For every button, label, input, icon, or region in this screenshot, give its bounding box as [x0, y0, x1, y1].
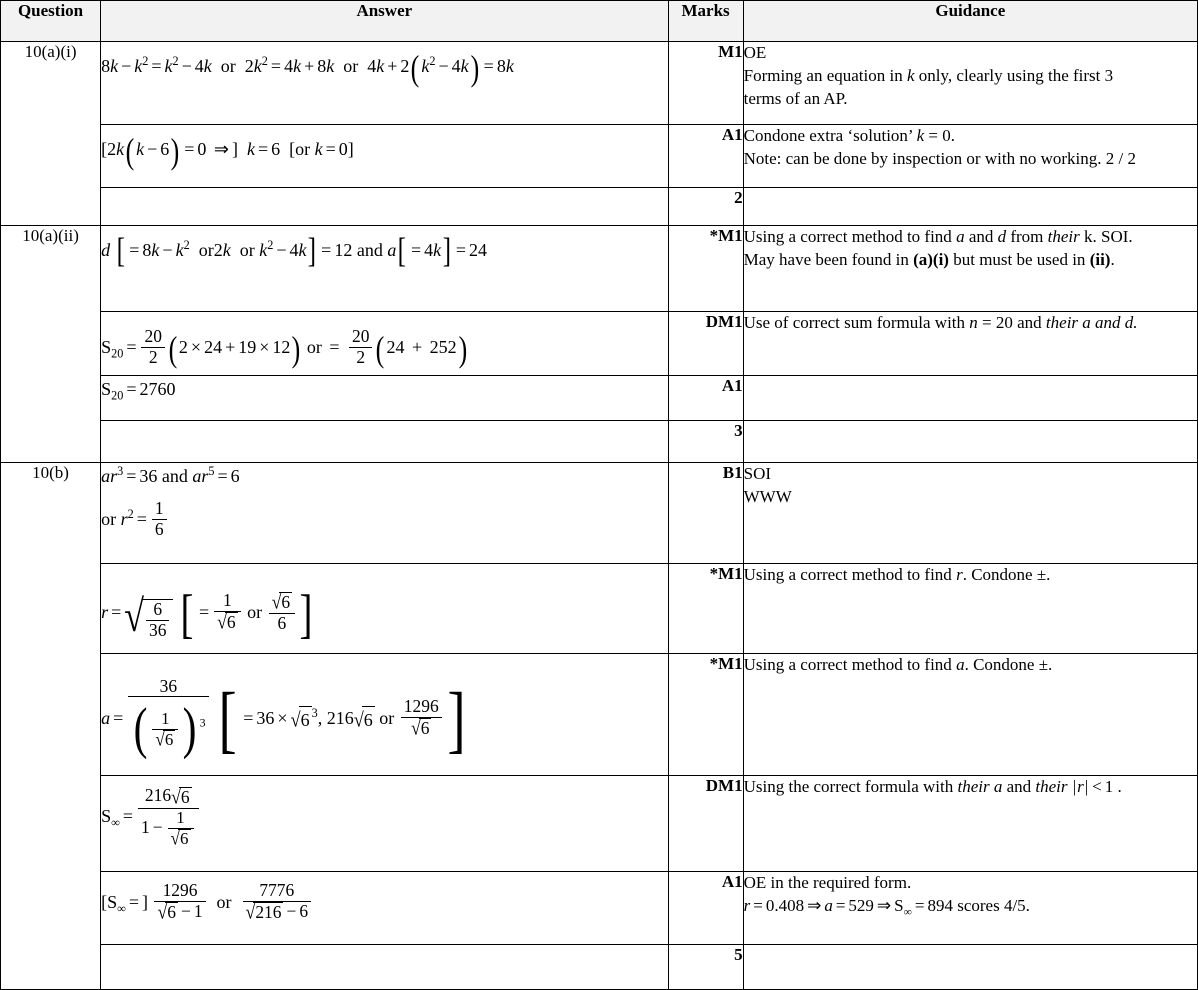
guidance-line: WWW: [743, 486, 792, 506]
marks-cell-subtotal-a-i: 2: [668, 188, 743, 226]
guidance-text: and: [1002, 777, 1036, 797]
table-row: [1, 312, 1198, 376]
question-label-a-ii: 10(a)(ii): [1, 226, 101, 463]
marks-cell-star-m1: *M1: [668, 226, 743, 312]
guidance-emph-their: their: [957, 777, 990, 797]
guidance-cell-b-a1: [743, 872, 1197, 945]
guidance-text: only, clearly using the first 3: [914, 65, 1114, 85]
guidance-line: [744, 654, 1197, 677]
table-header-row: [1, 1, 1198, 42]
math-expression: [$S_\infty$ = ] $\frac{1296}{√6 - 1}$ or $\frac{7776}{√216 - 6}$: [101, 892, 313, 912]
guidance-text: Using a correct method to find: [743, 227, 957, 246]
guidance-text: from: [1006, 227, 1048, 246]
table-row: [1, 564, 1198, 654]
answer-cell-b-a1: [101, 872, 668, 945]
guidance-cell-b-b1: [743, 463, 1197, 564]
column-header-marks: Marks: [668, 1, 743, 42]
guidance-var-r: r: [956, 565, 963, 585]
guidance-var-a: a: [956, 227, 965, 246]
guidance-cell-a-i-a1: [743, 125, 1197, 188]
abs-bar: |: [1072, 777, 1077, 797]
marks-cell-star-m1: *M1: [668, 654, 743, 776]
guidance-ref-a-i: (a)(i): [913, 249, 949, 269]
guidance-ref-ii: (ii): [1089, 249, 1111, 269]
marks-cell-a1: A1: [668, 376, 743, 421]
marks-cell-a1: A1: [668, 872, 743, 945]
math-expression: $8k - k^2 = k^2 - 4k$ or $2k^2 = 4k + 8k$ or $4k + 2(k^2 - 4k) = 8k$: [101, 48, 514, 88]
math-expression: r =√ $\frac{6}{36}$ [ = $\frac{1}{√6}$ or $\frac{√6}{6}$ ]: [101, 584, 313, 645]
guidance-line: [744, 125, 1197, 148]
guidance-text: . Condone ±.: [962, 565, 1051, 585]
marks-cell-star-m1: *M1: [668, 564, 743, 654]
answer-cell-b-dm1: [101, 776, 668, 872]
guidance-cell-a-ii-dm1: [743, 312, 1197, 376]
answer-cell-a-ii-dm1: [101, 312, 668, 376]
table-row: [1, 872, 1198, 945]
guidance-text: and: [964, 227, 998, 246]
math-expression: a = 36 ( $\frac{1}{√6}$ ) $^3$ [ = 36 × √6 $^3$, 216√6 or $\frac{1296}{√6}$ ]: [101, 675, 466, 762]
guidance-text: Forming an equation in: [743, 65, 907, 85]
guidance-var-r: r: [1077, 777, 1084, 797]
answer-cell-b-b1: [101, 463, 668, 564]
abs-bar: |: [1084, 777, 1089, 797]
guidance-var-a: a: [956, 655, 965, 675]
guidance-text: but must be used in: [948, 249, 1090, 269]
guidance-math: r = 0.408 ⇒ a = 529 ⇒ $S_\infty = 894$ scores 4/5.: [743, 895, 1030, 919]
guidance-line: SOI: [743, 464, 772, 484]
math-expression: or $r^2$ = $\frac{1}{6}$: [101, 501, 667, 541]
guidance-line: [744, 226, 1197, 249]
guidance-cell-a-ii-m1: [743, 226, 1197, 312]
guidance-cell-empty: [743, 945, 1197, 990]
answer-cell-b-m1-r: [101, 564, 668, 654]
guidance-emph-their: their: [1047, 227, 1080, 246]
guidance-text: . Condone ±.: [964, 655, 1053, 675]
math-expression: d [ = $8k - k^2$ or2k or $k^2 - 4k] = 12$ and a[ = 4k] = 24: [101, 231, 488, 270]
guidance-text: Using the correct formula with: [743, 777, 958, 797]
guidance-var-n: n: [969, 313, 978, 332]
guidance-text: <: [1092, 777, 1102, 797]
marks-cell-dm1: DM1: [668, 776, 743, 872]
guidance-text: k. SOI.: [1079, 227, 1133, 246]
answer-cell-a-ii-a1: [101, 376, 668, 421]
answer-cell-empty: [101, 945, 668, 990]
guidance-text: May have been found in: [743, 249, 914, 269]
guidance-cell-empty: [743, 376, 1197, 421]
marks-cell-dm1: DM1: [668, 312, 743, 376]
guidance-text: Using a correct method to find: [743, 655, 957, 675]
guidance-cell-empty: [743, 188, 1197, 226]
guidance-line: [744, 776, 1197, 799]
table-row: [1, 226, 1198, 312]
table-row: [1, 376, 1198, 421]
marks-cell-subtotal-a-ii: 3: [668, 421, 743, 463]
guidance-cell-b-m1-r: [743, 564, 1197, 654]
guidance-text: = 20 and: [977, 313, 1046, 332]
guidance-cell-a-i-m1: [743, 42, 1197, 125]
marks-cell-m1: M1: [668, 42, 743, 125]
column-header-answer: Answer: [101, 1, 668, 42]
guidance-text: Condone extra ‘solution’: [743, 126, 917, 145]
guidance-var-d: d: [997, 227, 1007, 246]
guidance-var-k: k: [916, 126, 925, 145]
guidance-text: 1 .: [1104, 777, 1122, 797]
guidance-line: [744, 564, 1197, 587]
guidance-emph-their: their: [1035, 777, 1068, 797]
guidance-line: [744, 895, 1197, 920]
math-expression: [2k(k − 6) = 0 ⇒ ] k = 6 [or k = 0]: [101, 131, 354, 171]
math-expression: $S_{20}$ = $\frac{20}{2}$ (2 × 24 + 19 × 12) or = $\frac{20}{2}$ (24 + 252): [101, 325, 467, 369]
marks-cell-b1: B1: [668, 463, 743, 564]
table-row: [1, 42, 1198, 125]
column-header-question: Question: [1, 1, 101, 42]
math-expression: $ar^3 = 36$ and $ar^5 = 6$: [101, 464, 240, 487]
table-row: [1, 125, 1198, 188]
guidance-text: Use of correct sum formula with: [743, 313, 970, 332]
guidance-line: [744, 249, 1197, 272]
guidance-text: = 0.: [924, 126, 955, 145]
column-header-guidance: Guidance: [743, 1, 1197, 42]
answer-cell-b-m1-a: [101, 654, 668, 776]
guidance-cell-b-m1-a: [743, 654, 1197, 776]
guidance-text: Using a correct method to find: [743, 565, 957, 585]
answer-cell-a-i-a1: [101, 125, 668, 188]
table-row: [1, 463, 1198, 564]
math-expression: $S_{20} = 2760$: [101, 379, 176, 403]
guidance-line: [744, 65, 1197, 88]
guidance-text: .: [1110, 249, 1115, 269]
answer-cell-a-ii-m1: [101, 226, 668, 312]
answer-cell-empty: [101, 421, 668, 463]
guidance-var-a: a: [989, 777, 1003, 797]
math-expression: $S_\infty$ = 216√6 1 − $\frac{1}{√6}$: [101, 806, 200, 826]
guidance-var-k: k: [906, 65, 915, 85]
table-row: [1, 188, 1198, 226]
answer-cell-empty: [101, 188, 668, 226]
question-label-a-i: 10(a)(i): [1, 42, 101, 226]
guidance-cell-b-dm1: [743, 776, 1197, 872]
table-row: [1, 945, 1198, 990]
guidance-line: Note: can be done by inspection or with no working. 2 / 2: [743, 148, 1136, 168]
guidance-line: terms of an AP.: [743, 88, 848, 108]
table-row: [1, 654, 1198, 776]
answer-cell-a-i-m1: [101, 42, 668, 125]
marks-cell-a1: A1: [668, 125, 743, 188]
table-row: [1, 776, 1198, 872]
guidance-line: OE in the required form.: [743, 873, 912, 893]
guidance-line: OE: [743, 43, 767, 62]
guidance-line: [744, 312, 1197, 335]
question-label-b: 10(b): [1, 463, 101, 990]
marks-cell-subtotal-b: 5: [668, 945, 743, 990]
guidance-vars-a-d: a and d.: [1078, 313, 1138, 332]
guidance-cell-empty: [743, 421, 1197, 463]
guidance-emph-their: their: [1045, 313, 1079, 332]
table-row: [1, 421, 1198, 463]
